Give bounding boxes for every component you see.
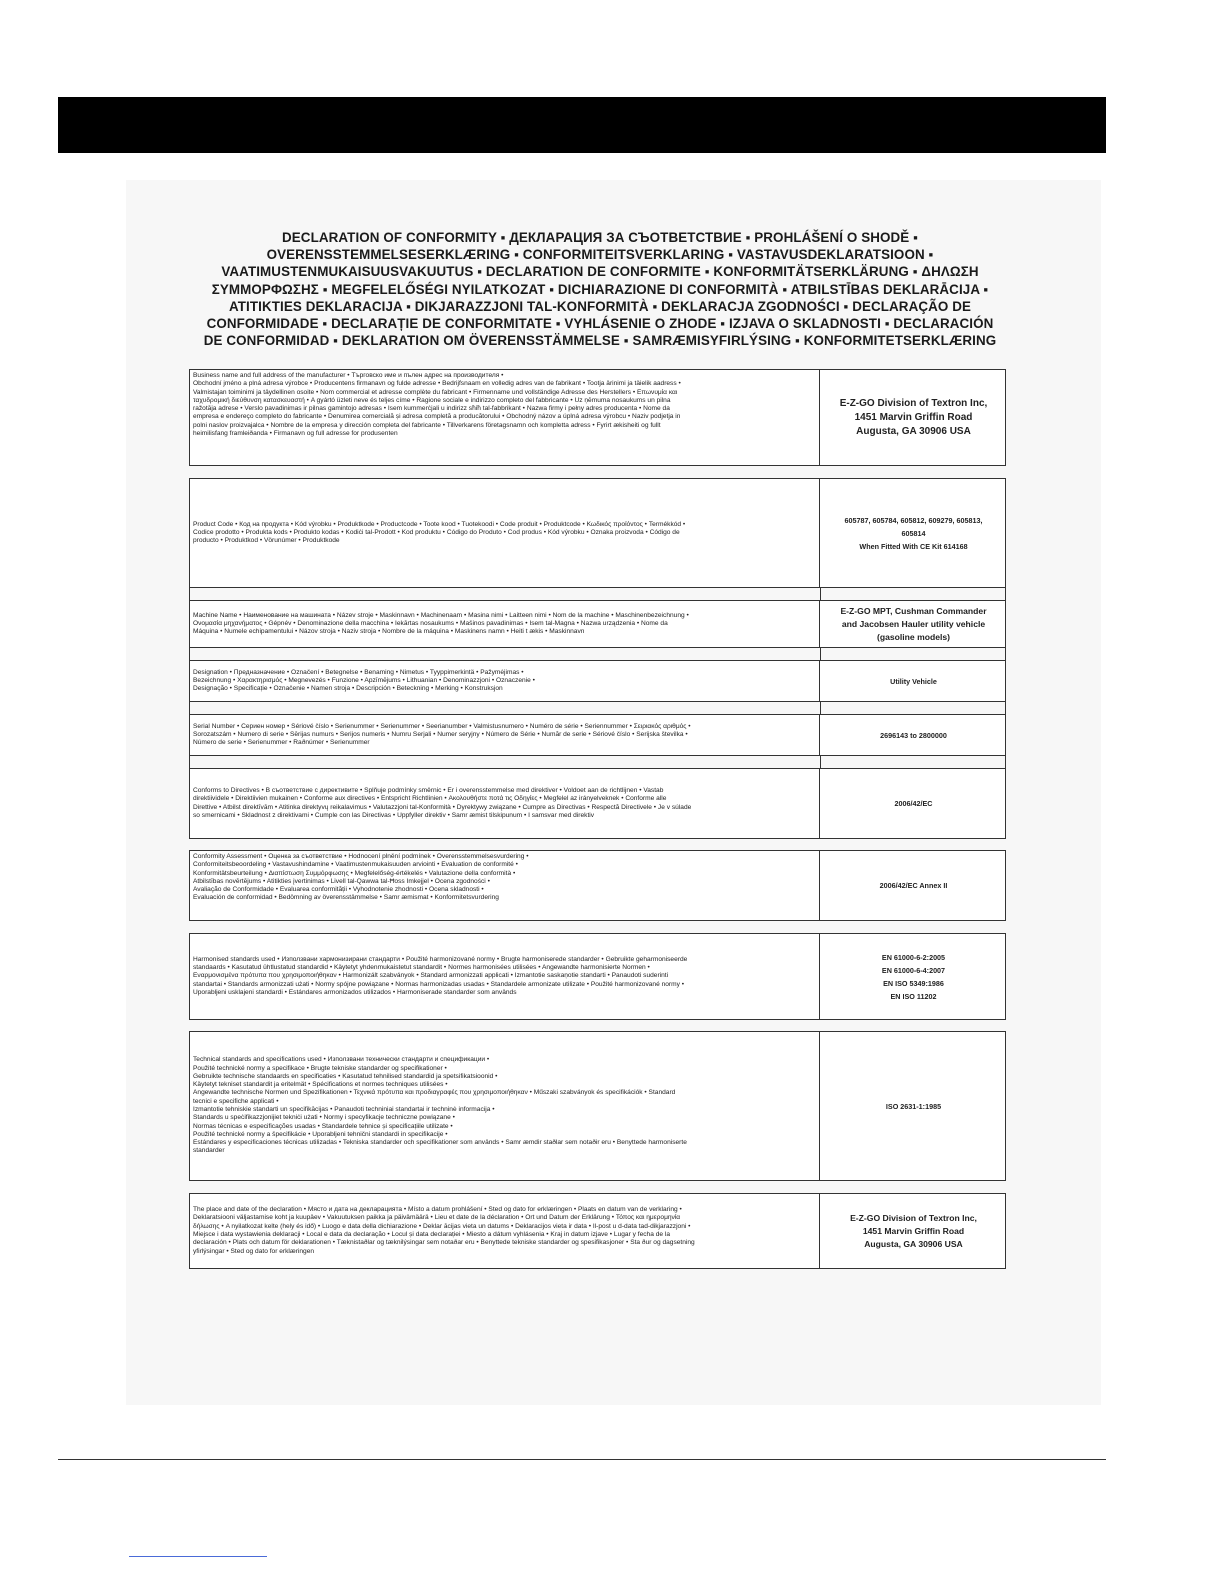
serial-number-value (822, 715, 1005, 755)
place-date-description (190, 1194, 820, 1268)
desc-line: Miejsce i data wystawienia deklaracji • Local e data da declaração • Locul și data declarației • Miesto a dátum vyhlásenia • Kraj in datum izjave • Lugar y fecha de la (193, 1231, 671, 1238)
desc-line: The place and date of the declaration • Място и дата на декларацията • Místo a datum prohlášení • Sted og dato for erklæringen • Plaats en datum van de verklaring • (193, 1206, 682, 1214)
title-line: CONFORMIDADE ▪ DECLARAȚIE DE CONFORMITATE ▪ VYHLÁSENIE O ZHODE ▪ IZJAVA O SKLADNOSTI ▪ DECLARACIÓN (206, 316, 994, 332)
footer-rule (58, 1459, 1106, 1460)
designation-row (189, 660, 1006, 702)
desc-line: Použité technické normy a specifikace • Brugte tekniske standarder og specifikationer • (193, 1064, 447, 1072)
desc-line: yfirlýsingar • Sted og dato for erklæringen (193, 1247, 315, 1255)
place-date-row (189, 1193, 1006, 1269)
desc-line: Standards u speċifikazzjonijiet tekniċi użati • Normy i specyfikacje techniczne powiązane • (193, 1114, 455, 1122)
desc-line: producto • Produktkod • Vörunúmer • Produktkode (193, 537, 340, 545)
technical-standards-description (190, 1032, 820, 1180)
desc-line: Normas técnicas e especificações usadas • Standardele tehnice și specificațiile utilizate • (193, 1122, 453, 1130)
value-line: (gasoline models) (876, 631, 951, 642)
value-line: E-Z-GO Division of Textron Inc, (850, 1212, 977, 1223)
value-line: 2696143 to 2800000 (880, 730, 947, 740)
desc-line: ταχυδρομική διεύθυνση κατασκευαστή • A gyártó üzleti neve és teljes címe • Ragione sociale e indirizzo completo del fabbricante • Uz ņēmuma nosaukums un pilna (193, 396, 671, 404)
designation-value (822, 661, 1005, 701)
desc-line: Deklaratsiooni väljastamise koht ja kuupäev • Vakuutuksen paikka ja päivämäärä • Lieu et date de la déclaration • Ort und Datum der Erklärung • Τόπος και ημερομηνία (193, 1214, 681, 1222)
value-line: EN ISO 11202 (890, 991, 937, 1001)
desc-line: Gebruikte technische standaards en specificaties • Kasutatud tehnilised standardid ja spetsifikatsioonid • (193, 1072, 498, 1080)
value-line: 605787, 605784, 605812, 609279, 605813, (844, 515, 983, 525)
directives-value (822, 769, 1005, 838)
declaration-title (180, 229, 1020, 349)
desc-line: standartai • Standards armonizzati użati • Normy spójne powiązane • Normas harmonizadas usadas • Standardele armonizate utilizate • Použité harmonizované normy • (193, 980, 685, 988)
title-line: DECLARATION OF CONFORMITY ▪ ДЕКЛАРАЦИЯ ЗА СЪОТВЕТСТВИЕ ▪ PROHLÁŠENÍ O SHODĚ ▪ (282, 230, 918, 245)
product-code-row (189, 478, 1006, 588)
machine-name-value (822, 601, 1005, 647)
desc-line: ražotāja adrese • Verslo pavadinimas ir pilnas gamintojo adresas • Isem kummerċjali u indirizz sħiħ tal-fabbrikant • Nazwa firmy i pełny adres producenta • Nome da (193, 405, 670, 413)
value-line: EN 61000-6-4:2007 (881, 965, 946, 975)
desc-line: polni naslov proizvajalca • Nombre de la empresa y dirección completa del fabricante • Tillverkarens företagsnamn och kompletta adress • Fyrirt ækisheiti og fullt (193, 421, 661, 429)
harmonised-standards-description (190, 934, 820, 1019)
value-line: 1451 Marvin Griffin Road (854, 411, 973, 423)
value-line: Augusta, GA 30906 USA (856, 425, 971, 437)
desc-line: standaards • Kasutatud ühtlustatud standardid • Käytetyt yhdenmukaistetut standardit • Normes harmonisées utilisées • Angewandte harmonisierte Normen • (193, 964, 650, 972)
row-spacer (189, 756, 1006, 768)
desc-line: Designação • Specificație • Označenie • Namen stroja • Descripción • Beteckning • Merking • Konstruksjon (193, 685, 503, 693)
desc-line: Número de serie • Serienummer • Raðnúmer • Serienummer (193, 739, 370, 747)
value-line: and Jacobsen Hauler utility vehicle (841, 618, 986, 629)
conformity-assessment-description (190, 851, 820, 920)
desc-line: Direttive • Atbilst direktīvām • Atitinka direktyvų reikalavimus • Valutazzjoni tal-Konformità • Dyrektywy związane • Cumpre as Directivas • Respectă Directivele • Je v súlade (193, 803, 692, 811)
title-line: OVERENSSTEMMELSESERKLÆRING ▪ CONFORMITEITSVERKLARING ▪ VASTAVUSDEKLARATSIOON ▪ (266, 247, 934, 263)
designation-description (190, 661, 820, 701)
desc-line: Käytetyt tekniset standardit ja eritelmät • Spécifications et normes techniques utilisées • (193, 1081, 448, 1089)
desc-line: standarder (193, 1147, 225, 1155)
desc-line: empresa e endereço completo do fabricante • Denumirea comercială și adresa completă a producătorului • Obchodný názov a úplná adresa výrobcu • Naziv podjetja in (193, 413, 681, 421)
value-line: ISO 2631-1:1985 (885, 1101, 942, 1111)
desc-line: Codice prodotto • Produkta kods • Produkto kodas • Kodiċi tal-Prodott • Kod produktu • Código do Produto • Cod produs • Kód výrobku • Oznaka proizvoda • Código de (193, 528, 680, 536)
harmonised-standards-row (189, 933, 1006, 1020)
manufacturer-value (822, 370, 1005, 465)
desc-line: Valmistajan toiminimi ja täydellinen osoite • Nom commercial et adresse complète du fabricant • Firmenname und vollständige Adresse des Herstellers • Επωνυμία και (193, 388, 678, 396)
desc-line: direktiividele • Direktiivien mukainen • Conforme aux directives • Entspricht Richtlinien • Ακολουθήστε ποτά τις Οδηγίες • Megfelel az irányelveknek • Conforme alle (193, 795, 667, 803)
desc-line: Sorozatszám • Numero di serie • Sērijas numurs • Serijos numeris • Numru Serjali • Numer seryjny • Número de Série • Număr de serie • Sériové číslo • Serijska številka • (193, 730, 688, 738)
desc-line: Technical standards and specifications used • Използвани технически стандарти и спецификации • (193, 1056, 490, 1064)
machine-name-row (189, 600, 1006, 648)
desc-line: Uporabljeni usklajeni standardi • Estándares armonizados utilizados • Harmoniserade standarder som används (193, 988, 517, 996)
desc-line: Ονομασία μηχανήματος • Gépnév • Denominazione della macchina • Iekārtas nosaukums • Mašinos pavadinimas • Isem tal-Magna • Nazwa urządzenia • Nome da (193, 619, 668, 627)
serial-number-row (189, 714, 1006, 756)
serial-number-description (190, 715, 820, 755)
row-spacer (189, 588, 1006, 600)
desc-line: Product Code • Код на продукта • Kód výrobku • Produktkode • Productcode • Toote kood • Tuotekoodi • Code produit • Produktcode • Κωδικός προϊόντος • Termékkód • (193, 520, 686, 528)
machine-name-description (190, 601, 820, 647)
value-line: 1451 Marvin Griffin Road (862, 1225, 965, 1236)
desc-line: Konformitätsbeurteilung • Διαπίστωση Συμμόρφωσης • Megfelelőség-értékelés • Valutazione della conformità • (193, 869, 516, 877)
value-line: 605814 (901, 528, 926, 538)
desc-line: δήλωσης • A nyilatkozat kelte (hely és idő) • Luogo e data della dichiarazione • Deklar ācijas vieta un datums • Deklaracijos vieta ir data • Il-post u d-data tad-dikjarazzjoni • (193, 1222, 691, 1230)
row-spacer (189, 702, 1006, 714)
harmonised-standards-value (822, 934, 1005, 1019)
technical-standards-value (822, 1032, 1005, 1180)
desc-line: Serial Number • Сериен номер • Sériové číslo • Serienummer • Serienummer • Seerianumber • Valmistusnumero • Numéro de série • Seriennummer • Σειριακός αριθμός • (193, 722, 691, 730)
desc-line: so smernicami • Skladnost z direktivami • Cumple con las Directivas • Uppfyller direktiv • Samr æmist tilskipunum • I samsvar med direktiv (193, 811, 595, 819)
conformity-assessment-row (189, 850, 1006, 921)
directives-row (189, 768, 1006, 839)
value-line: EN 61000-6-2:2005 (881, 952, 946, 962)
desc-line: Bezeichnung • Χαρακτηρισμός • Megnevezés • Funzione • Apzīmējums • Lithuanian • Denominazzjoni • Oznaczenie • (193, 676, 535, 684)
manufacturer-description (190, 370, 820, 465)
desc-line: tecnici e specifiche applicati • (193, 1097, 279, 1105)
value-line: E-Z-GO Division of Textron Inc, (839, 397, 988, 409)
desc-line: Použité technické normy a špecifikácie • Uporabljeni tehnični standardi in specifikacije • (193, 1130, 448, 1138)
title-line: DE CONFORMIDAD ▪ DEKLARATION OM ÖVERENSSTÄMMELSE ▪ SAMRÆMISYFIRLÝSING ▪ KONFORMITETSERKLÆRING (203, 333, 997, 349)
value-line: Augusta, GA 30906 USA (864, 1238, 963, 1249)
value-line: EN ISO 5349:1986 (883, 978, 944, 988)
desc-line: heimilisfang framleiðanda • Firmanavn og full adresse for produsenten (193, 430, 398, 438)
desc-line: Izmantotie tehniskie standarti un specifikācijas • Panaudoti techniniai standartai ir techninė informacija • (193, 1106, 495, 1113)
desc-line: Avaliação de Conformidade • Evaluarea conformității • Vyhodnotenie zhodnosti • Ocena skladnosti • (193, 886, 484, 894)
desc-line: Εναρμονισμένα πρότυπα που χρησιμοποιήθηκαν • Harmonizált szabványok • Standard armonizzati applicati • Izmantotie saskaņotie standarti • Panaudoti suderinti (193, 972, 669, 980)
desc-line: Evaluación de conformidad • Bedömning av överensstämmelse • Samr æmismat • Konformitetsvurdering (193, 894, 499, 902)
value-line: 2006/42/EC Annex II (879, 881, 948, 890)
desc-line: Atbilstības novērtējums • Atitikties įvertinimas • Livell tal-Qawwa tal-Ħoss Imkejjel • Ocena zgodności • (193, 877, 490, 885)
row-spacer (189, 648, 1006, 660)
desc-line: Conforms to Directives • В съответствие с директивите • Splňuje podmínky směrnic • Er i overensstemmelse med direktiver • Voldoet aan de richtlijnen • Vastab (193, 786, 664, 794)
title-line: VAATIMUSTENMUKAISUUSVAKUUTUS ▪ DECLARATION DE CONFORMITE ▪ KONFORMITÄTSERKLÄRUNG ▪ ΔΗΛΩΣΗ (221, 264, 979, 280)
value-line: When Fitted With CE Kit 614168 (859, 541, 968, 551)
desc-line: Machine Name • Наименование на машината • Název stroje • Maskinnavn • Machinenaam • Masina nimi • Laitteen nimi • Nom de la machine • Maschinenbezeichnung • (193, 611, 689, 619)
product-code-value (822, 479, 1005, 587)
value-line: Utility Vehicle (890, 676, 937, 686)
desc-line: Conformity Assessment • Оценка за съответствие • Hodnocení plnění podmínek • Overensstemmelsesvurdering • (193, 853, 529, 860)
header-bar (58, 97, 1106, 153)
desc-line: Harmonised standards used • Използвани хармонизирани стандарти • Použité harmonizované normy • Brugte harmoniserede standarder • Gebruikte geharmoniseerde (193, 955, 688, 963)
manufacturer-row (189, 369, 1006, 466)
technical-standards-row (189, 1031, 1006, 1181)
place-date-value (822, 1194, 1005, 1268)
conformity-assessment-value (822, 851, 1005, 920)
desc-line: Obchodní jméno a plná adresa výrobce • Producentens firmanavn og fulde adresse • Bedrijfsnaam en volledig adres van de fabrikant • Tootja ärinimi ja täielik aadress • (193, 380, 681, 388)
desc-line: Designation • Предназначение • Označení • Betegnelse • Benaming • Nimetus • Tyyppimerkintä • Pažymėjimas • (193, 668, 524, 676)
desc-line: Conformiteitsbeoordeling • Vastavushindamine • Vaatimustenmukaisuuden arviointi • Evaluation de conformité • (193, 861, 518, 869)
desc-line: declaración • Plats och datum för deklarationen • Tæknistaðlar og tæknilýsingar sem notaðar eru • Benyttede tekniske standarder og spesifikasjoner • Sta ður og dagsetning (193, 1239, 695, 1247)
desc-line: Business name and full address of the manufacturer • Търговско име и пълен адрес на производителя • (193, 372, 504, 379)
desc-line: Máquina • Numele echipamentului • Názov stroja • Naziv stroja • Nombre de la máquina • Maskinens namn • Heiti t ækis • Maskinnavn (193, 628, 585, 636)
title-line: ATITIKTIES DEKLARACIJA ▪ DIKJARAZZJONI TAL-KONFORMITÀ ▪ DEKLARACJA ZGODNOŚCI ▪ DECLARAÇÃO DE (228, 298, 972, 314)
footer-link-underline[interactable] (129, 1556, 267, 1557)
desc-line: Estándares y especificaciones técnicas utilizadas • Tekniska standarder och specifikationer som används • Samr æmdir staðlar sem notaðir eru • Benyttede harmoniserte (193, 1139, 687, 1147)
product-code-description (190, 479, 820, 587)
directives-description (190, 769, 820, 838)
value-line: E-Z-GO MPT, Cushman Commander (840, 605, 987, 616)
value-line: 2006/42/EC (894, 799, 933, 808)
desc-line: Angewandte technische Normen und Spezifikationen • Τεχνικά πρότυπα και προδιαγραφές που χρησιμοποιήθηκαν • Műszaki szabványok és specifikációk • Standard (193, 1089, 676, 1097)
title-line: ΣΥΜΜΟΡΦΩΣΗΣ ▪ MEGFELELŐSÉGI NYILATKOZAT ▪ DICHIARAZIONE DI CONFORMITÀ ▪ ATBILSTĪBAS DEKLARĀCIJA ▪ (211, 281, 989, 297)
